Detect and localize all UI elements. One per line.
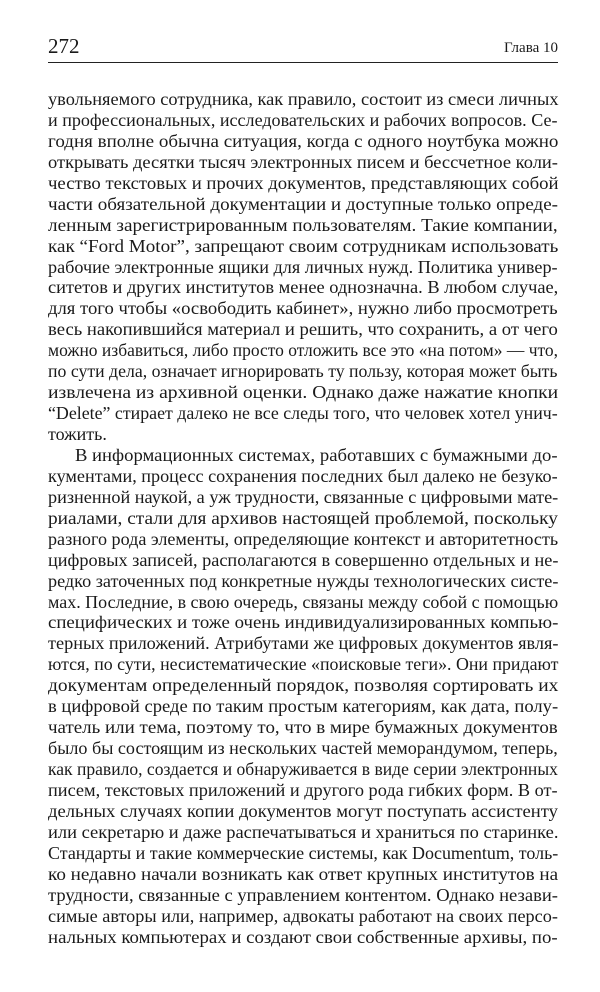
text-line: или секретарю и даже распечатываться и храниться по старинке. (48, 821, 559, 842)
text-line: В информационных системах, работавших с бумажными до- (74, 444, 558, 465)
text-line: редко заточенных под конкретные нужды технологических систе- (48, 570, 559, 591)
text-line: кументами, процесс сохранения последних был далеко не безуко- (48, 465, 558, 486)
body-text (48, 89, 558, 947)
text-line: цифровых записей, располагаются в совершенно отдельных и не- (48, 549, 559, 570)
text-line: документам определенный порядок, позволяя сортировать их (48, 675, 559, 696)
text-line: в цифровой среде по таким простым категориям, как дата, полу- (48, 696, 559, 717)
text-line: годня вполне обычна ситуация, когда с одного ноутбука можно (48, 130, 559, 151)
text-line: мах. Последние, в свою очередь, связаны между собой с помощью (48, 591, 559, 612)
text-line: ленным зарегистрированным пользователям. Такие компании, (48, 214, 558, 235)
text-line: нальных компьютерах и создают свои собственные архивы, по- (48, 926, 558, 947)
text-line: ко недавно начали возникать как ответ крупных институтов на (48, 863, 559, 884)
text-line: по сути дела, означает игнорировать ту пользу, которая может быть (48, 361, 558, 382)
text-line: весь накопившийся материал и решить, что сохранить, а от чего (48, 319, 558, 340)
text-line: чество текстовых и прочих документов, представляющих собой (48, 172, 559, 193)
text-line: разного рода элементы, определяющие контекст и авторитетность (48, 528, 559, 549)
text-line: писем, текстовых приложений и другого рода гибких форм. В от- (48, 779, 558, 800)
text-line: извлечена из архивной оценки. Однако даже нажатие кнопки (48, 382, 559, 403)
text-line: терных приложений. Атрибутами же цифровых документов явля- (48, 633, 559, 654)
text-line: “Delete” стирает далеко не все следы того, что человек хотел унич- (48, 403, 558, 424)
text-line: специфических и тоже очень индивидуализированных компью- (48, 612, 559, 633)
text-line: части обязательной документации и доступные только опреде- (48, 193, 559, 214)
page-number: 272 (48, 34, 80, 58)
text-line: как правило, создается и обнаруживается в виде серии электронных (48, 759, 558, 779)
text-line: чатель или тема, поэтому то, что в мире бумажных документов (48, 717, 558, 738)
text-line: было бы состоящим из нескольких частей меморандумом, теперь, (48, 738, 558, 759)
text-line: ются, по сути, несистематические «поисковые теги». Они придают (48, 654, 559, 675)
text-line: симые авторы или, например, адвокаты работают на своих персо- (48, 905, 558, 926)
text-line: можно избавиться, либо просто отложить все это «на потом» — что, (48, 340, 559, 361)
text-line: открывать десятки тысяч электронных писем и бессчетное коли- (48, 151, 558, 172)
text-line: и профессиональных, исследовательских и рабочих вопросов. Се- (48, 109, 558, 130)
text-line: трудности, связанные с управлением контентом. Однако незави- (48, 884, 558, 905)
text-line: для того чтобы «освободить кабинет», нужно либо просмотреть (48, 298, 558, 319)
text-line: как “Ford Motor”, запрещают своим сотрудникам использовать (48, 235, 559, 256)
text-line: ризненной наукой, а уж трудности, связанные с цифровыми мате- (48, 486, 559, 507)
text-line: рабочие электронные ящики для личных нужд. Политика универ- (48, 256, 558, 277)
text-line: риалами, стали для архивов настоящей проблемой, поскольку (48, 507, 558, 528)
text-line: тожить. (48, 424, 107, 444)
text-line: ситетов и других институтов менее однозначна. В любом случае, (48, 277, 559, 298)
text-line: Стандарты и такие коммерческие системы, как Documentum, толь- (48, 842, 559, 863)
text-line: увольняемого сотрудника, как правило, состоит из смеси личных (48, 89, 559, 109)
chapter-title: Глава 10 (504, 40, 558, 56)
text-line: дельных случаях копии документов могут поступать ассистенту (48, 800, 558, 821)
running-header (48, 34, 558, 63)
